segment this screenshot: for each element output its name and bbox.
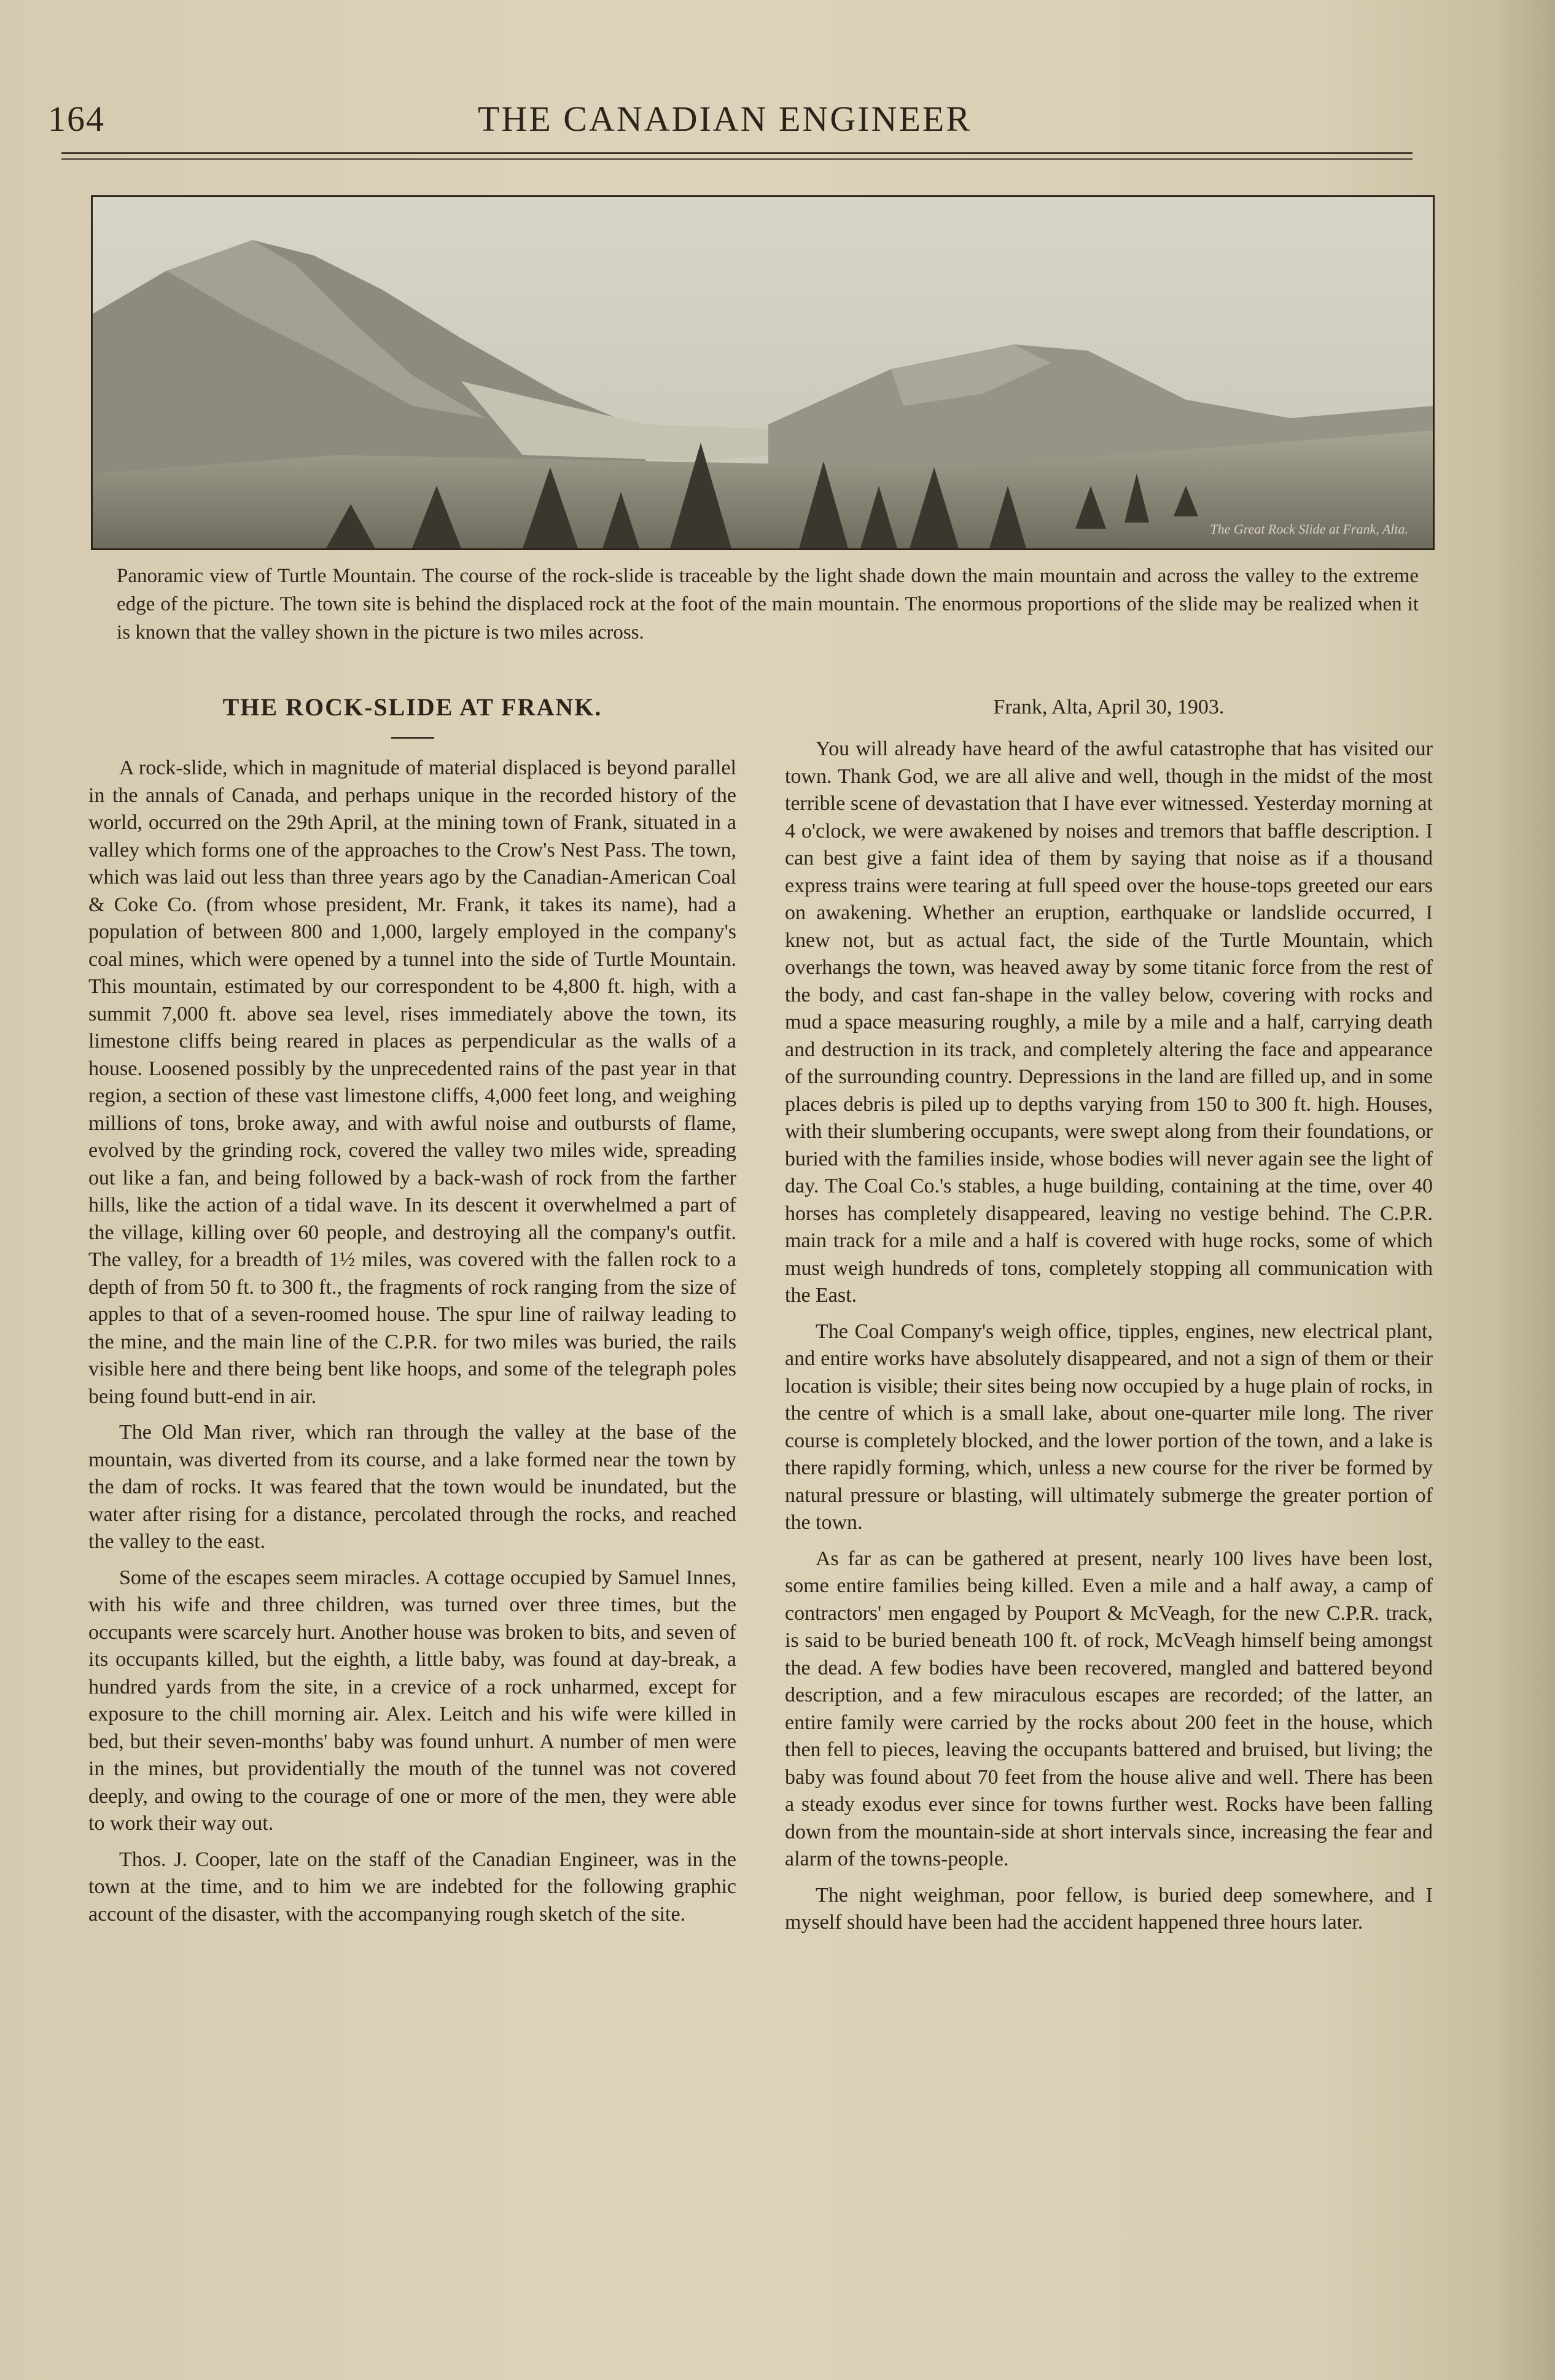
photo-caption: Panoramic view of Turtle Mountain. The course of the rock-slide is traceable by the light shade down the main mountain and across the valley to the extreme edge of the picture. The town site is behind the displaced rock at the foot of the main mountain. The enormous proportions of the slide may be realized when it is known that the valley shown in the picture is two miles across. xyxy=(117,565,1419,644)
page-header xyxy=(48,98,1424,147)
paragraph: Some of the escapes seem miracles. A cottage occupied by Samuel Innes, with his wife and three children, was turned over three times, but the occupants were scarcely hurt. Another house was broken to bits, and seven of its occupants killed, but the eighth, a little baby, was found at day-break, a hundred yards from the site, in a crevice of a rock unharmed, except for exposure to the chill morning air. Alex. Leitch and his wife were killed in bed, but their seven-months' baby was found unhurt. A number of men were in the mines, but providentially the mouth of the tunnel was not covered deeply, and owing to the courage of one or more of the men, they were able to work their way out. xyxy=(88,1566,736,1835)
panoramic-photo xyxy=(91,195,1435,550)
paragraph: You will already have heard of the awful catastrophe that has visited our town. Thank God, we are all alive and well, though in the midst of the most terrible scene of devastation that I have ever witnessed. Yesterday morning at 4 o'clock, we were awakened by noises and tremors that baffle description. I can best give a faint idea of them by saying that noise as if a thousand express trains were tearing at full speed over the house-tops greeted our ears on awakening. Whether an eruption, earthquake or landslide occurred, I knew not, but as actual fact, the side of the Turtle Mountain, which overhangs the town, was heaved away by some titanic force from the rest of the body, and cast fan-shape in the valley below, covering with rocks and mud a space measuring roughly, a mile by a mile and a half, carrying death and destruction in its track, and completely altering the face and appearance of the surrounding country. Depressions in the land are filled up, and in some places debris is piled up to depths varying from 150 to 300 ft. high. Houses, with their slumbering occupants, were swept along from their foundations, or buried with the families inside, whose bodies will never again see the light of day. The Coal Co.'s stables, a huge building, containing at the time, over 40 horses has completely disappeared, leaving no vestige behind. The C.P.R. main track for a mile and a half is covered with huge rocks, some of which must weigh hundreds of tons, completely stopping all communication with the East. xyxy=(785,737,1433,1307)
paragraph: The Old Man river, which ran through the valley at the base of the mountain, was diverted from its course, and a lake formed near the town by the dam of rocks. It was feared that the town would be inundated, but the water after rising for a distance, percolated through the rocks, and reached the valley to the east. xyxy=(88,1421,736,1553)
paragraph: The night weighman, poor fellow, is buried deep somewhere, and I myself should have been had the accident happened three hours later. xyxy=(785,1883,1433,1934)
running-title: THE CANADIAN ENGINEER xyxy=(478,99,972,139)
header-rule-thin xyxy=(61,158,1413,160)
article-title: THE ROCK-SLIDE AT FRANK. xyxy=(222,693,602,721)
right-column xyxy=(785,694,1433,1945)
dateline: Frank, Alta, April 30, 1903. xyxy=(993,696,1225,718)
page-number: 164 xyxy=(48,99,105,139)
left-column xyxy=(88,694,736,1937)
paragraph: A rock-slide, which in magnitude of material displaced is beyond parallel in the annals of Canada, and perhaps unique in the recorded history of the world, occurred on the 29th April, at the mining town of Frank, situated in a valley which forms one of the approaches to the Crow's Nest Pass. The town, which was laid out less than three years ago by the Canadian-American Coal & Coke Co. (from whose president, Mr. Frank, it takes its name), had a population of between 800 and 1,000, largely employed in the company's coal mines, which were opened by a tunnel into the side of Turtle Mountain. This mountain, estimated by our correspondent to be 4,800 ft. high, with a summit 7,000 ft. above sea level, rises immediately above the town, its limestone cliffs being reared in places as perpendicular as the walls of a house. Loosened possibly by the unprecedented rains of the past year in that region, a section of these vast limestone cliffs, 4,000 feet long, and weighing millions of tons, broke away, and with awful noise and outbursts of flame, evolved by the grinding rock, covered the valley two miles wide, spreading out like a fan, and being followed by a back-wash of rock from the farther hills, like the action of a tidal wave. In its descent it overwhelmed a part of the village, killing over 60 people, and destroying all the company's outfit. The valley, for a breadth of 1½ miles, was covered with the fallen rock to a depth of from 50 ft. to 300 ft., the fragments of rock ranging from the size of apples to that of a seven-roomed house. The spur line of railway leading to the mine, and the main line of the C.P.R. for two miles was buried, the rails visible here and there being bent like hoops, and some of the telegraph poles being found butt-end in air. xyxy=(88,756,736,1408)
title-rule xyxy=(391,737,434,739)
paragraph: The Coal Company's weigh office, tipples, engines, new electrical plant, and entire works have absolutely disappeared, and not a sign of them or their location is visible; their sites being now occupied by a huge plain of rocks, in the centre of which is a small lake, about one-quarter mile long. The river course is completely blocked, and the lower portion of the town, and a lake is there rapidly forming, which, unless a new course for the river be formed by natural pressure or blasting, will ultimately submerge the greater portion of the town. xyxy=(785,1320,1433,1534)
paragraph: Thos. J. Cooper, late on the staff of the Canadian Engineer, was in the town at the time, and to him we are indebted for the following graphic account of the disaster, with the accompanying rough sketch of the site. xyxy=(88,1848,736,1926)
header-rule xyxy=(61,152,1413,154)
photo-credit: The Great Rock Slide at Frank, Alta. xyxy=(1210,521,1408,537)
turtle-mountain-illustration xyxy=(93,197,1433,548)
paragraph: As far as can be gathered at present, nearly 100 lives have been lost, some entire families being killed. Even a mile and a half away, a camp of contractors' men engaged by Pouport & McVeagh, for the new C.P.R. track, is said to be buried beneath 100 ft. of rock, McVeagh himself being amongst the dead. A few bodies have been recovered, mangled and battered beyond description, and a few miraculous escapes are recorded; of the latter, an entire family were carried by the rocks about 200 feet in the house, which then fell to pieces, leaving the occupants battered and bruised, but living; the baby was found about 70 feet from the house alive and well. There has been a steady exodus ever since for towns further west. Rocks have been falling down from the mountain-side at short intervals since, increasing the fear and alarm of the towns-people. xyxy=(785,1547,1433,1870)
